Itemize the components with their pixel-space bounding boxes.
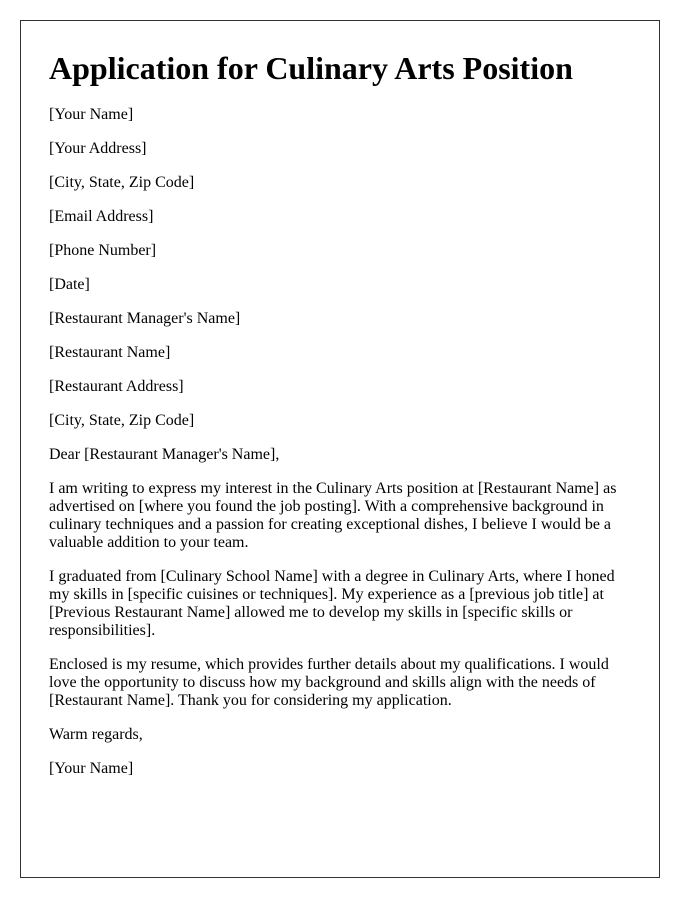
recipient-restaurant-name: [Restaurant Name]	[49, 344, 171, 361]
recipient-restaurant-address: [Restaurant Address]	[49, 378, 184, 395]
sender-phone: [Phone Number]	[49, 242, 157, 259]
body-paragraph-1: I am writing to express my interest in the Culinary Arts position at [Restaurant Name] as advertised on [where you found the job posting]. With a comprehensive background in culinary techniques and a passion for creating exceptional dishes, I believe I would be a valuable addition to your team.	[49, 480, 617, 551]
sender-address: [Your Address]	[49, 140, 147, 157]
closing: Warm regards,	[49, 726, 143, 743]
sender-email: [Email Address]	[49, 208, 154, 225]
signature: [Your Name]	[49, 760, 134, 777]
letter-page	[20, 20, 660, 878]
sender-city-state-zip: [City, State, Zip Code]	[49, 174, 195, 191]
recipient-city-state-zip: [City, State, Zip Code]	[49, 412, 195, 429]
body-paragraph-2: I graduated from [Culinary School Name] with a degree in Culinary Arts, where I honed my skills in [specific cuisines or techniques]. My experience as a [previous job title] at [Previous Restaurant Name] allowed me to develop my skills in [specific skills or responsibilities].	[49, 568, 615, 639]
body-paragraph-3: Enclosed is my resume, which provides further details about my qualifications. I would love the opportunity to discuss how my background and skills align with the needs of [Restaurant Name]. Thank you for considering my application.	[49, 656, 609, 709]
letter-title: Application for Culinary Arts Position	[49, 50, 573, 86]
letter-date: [Date]	[49, 276, 90, 293]
recipient-manager-name: [Restaurant Manager's Name]	[49, 310, 241, 327]
salutation: Dear [Restaurant Manager's Name],	[49, 446, 280, 463]
sender-name: [Your Name]	[49, 106, 134, 123]
